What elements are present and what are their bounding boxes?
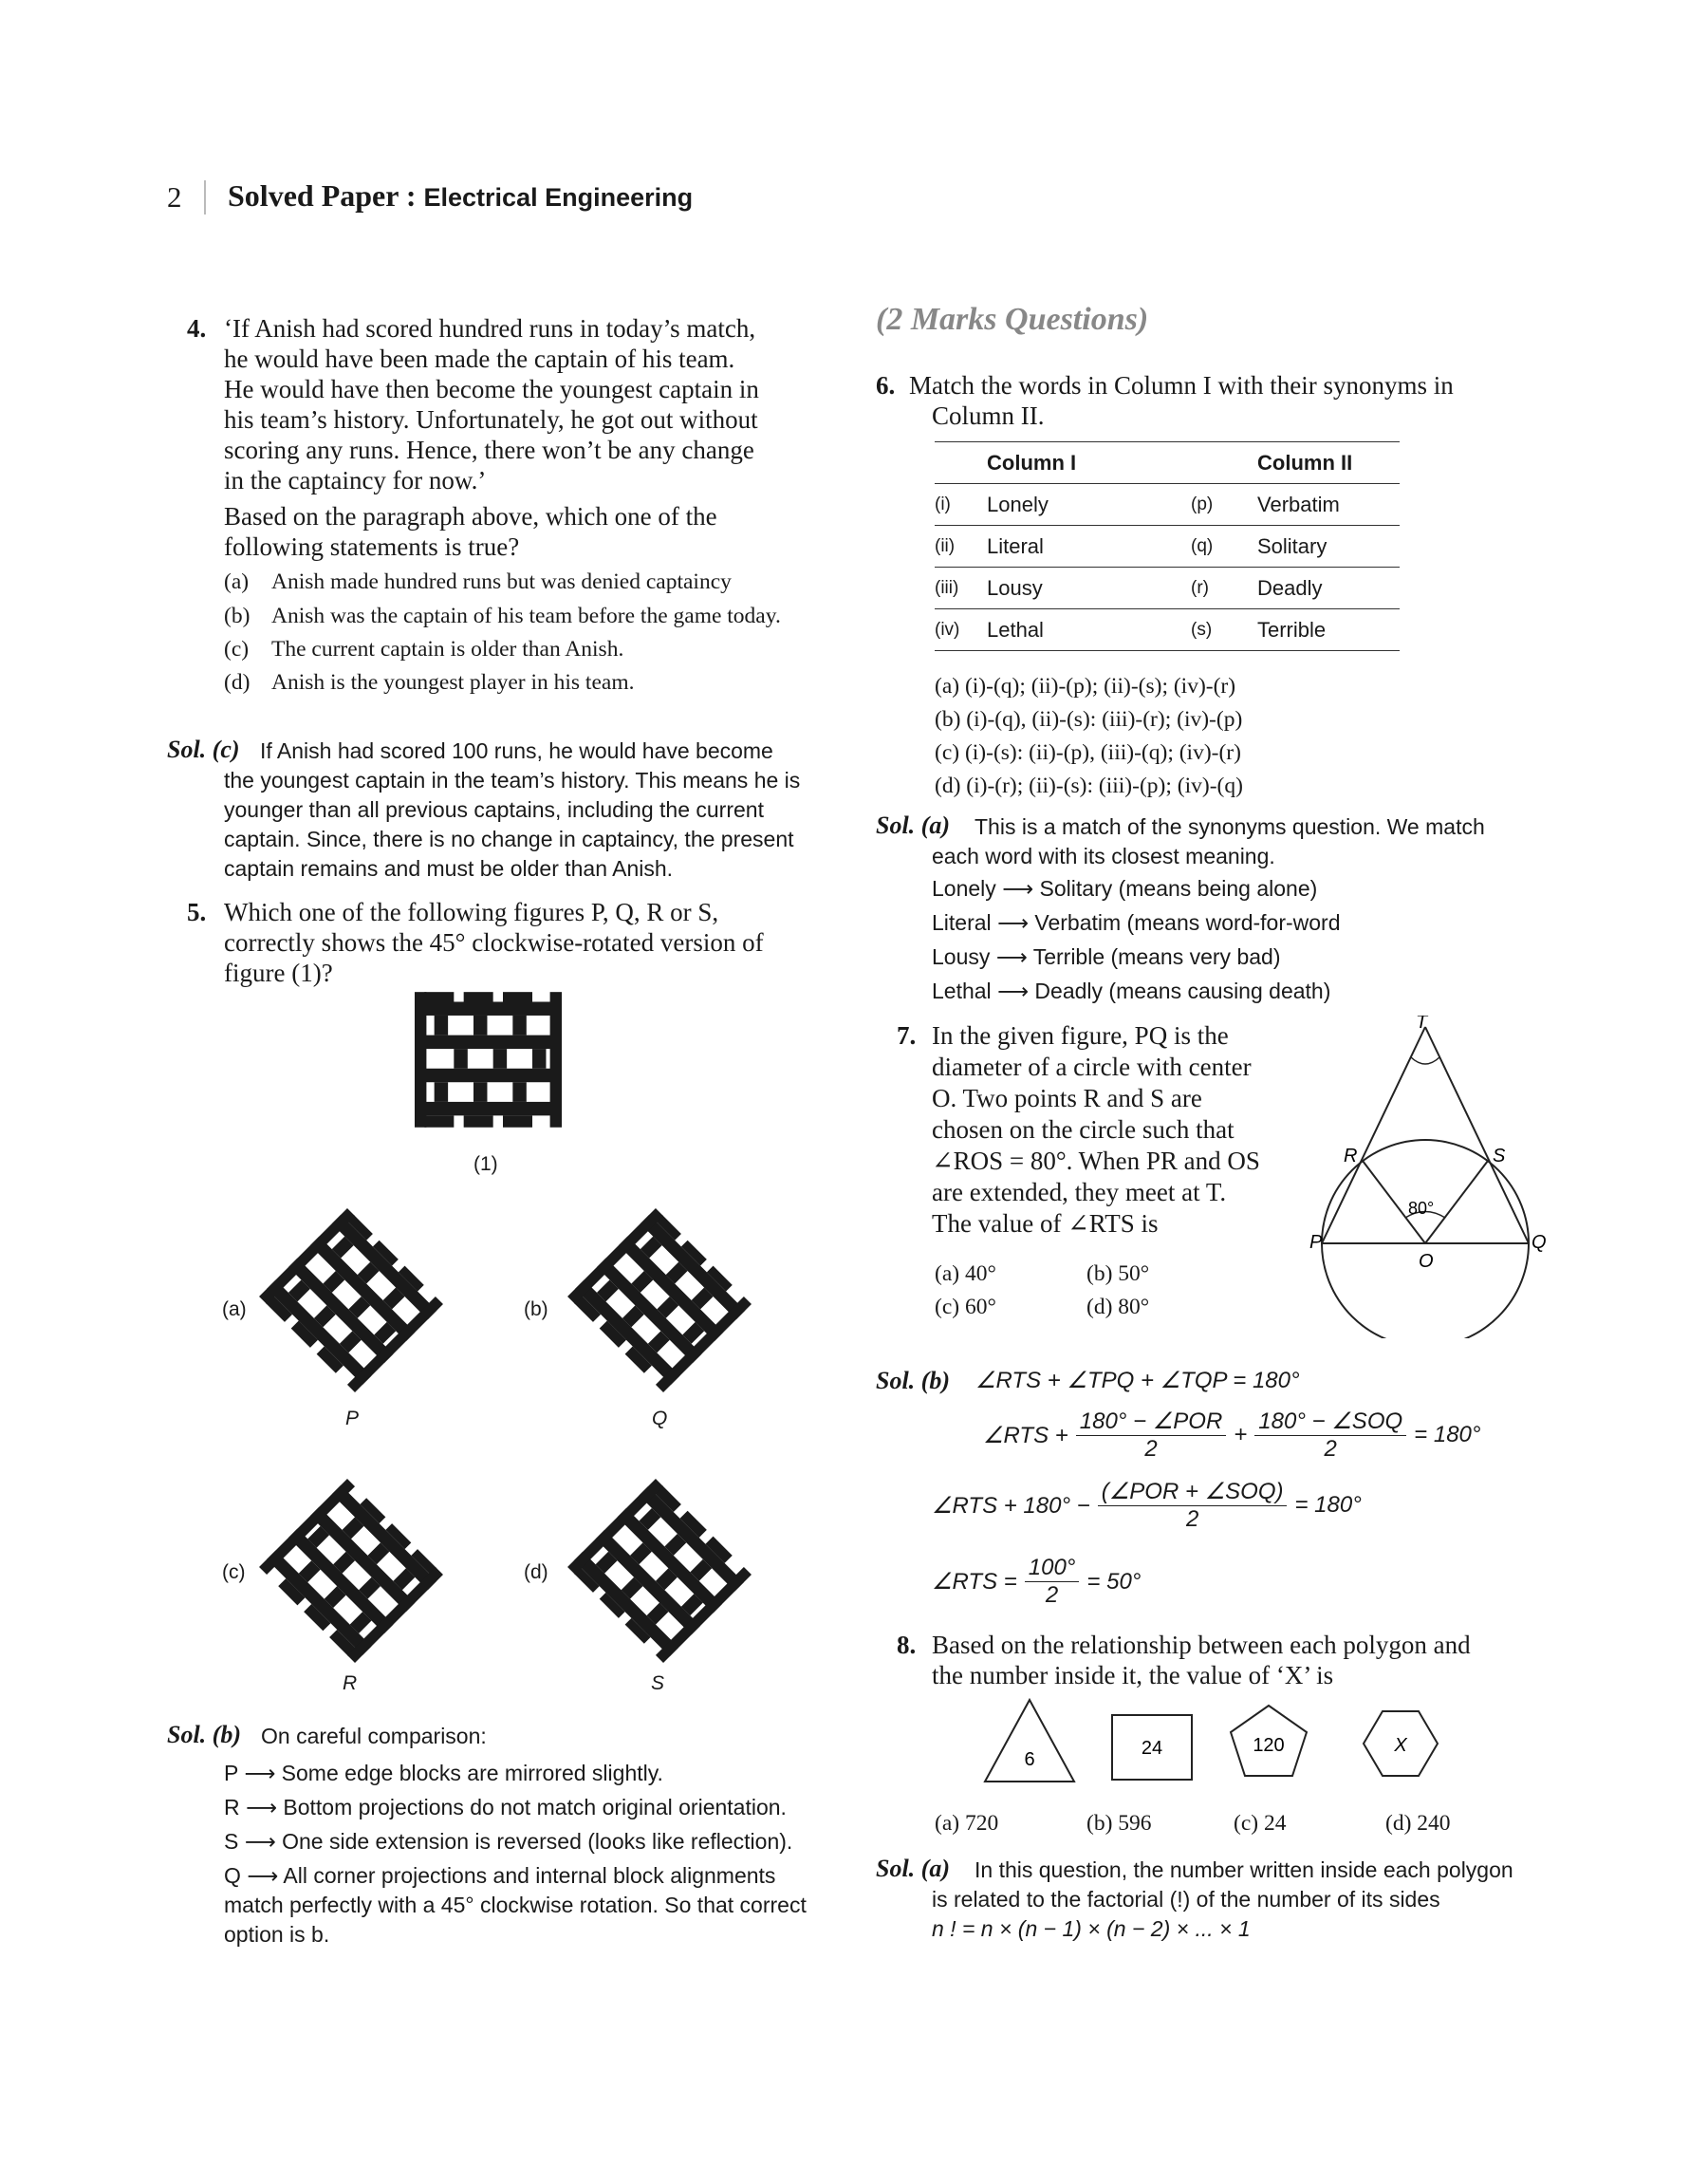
q8-sol-formula: n ! = n × (n − 1) × (n − 2) × ... × 1 — [932, 1916, 1251, 1941]
q8-text — [932, 1630, 1558, 1690]
col1-header: Column I — [987, 442, 1191, 484]
table-row: (iv) Lethal (s) Terrible — [935, 609, 1400, 651]
table-row: (i) Lonely (p) Verbatim — [935, 484, 1400, 526]
header-title-text: Solved Paper : — [228, 178, 417, 213]
q4-sol-line: the youngest captain in the team’s history. This means he is — [224, 768, 801, 793]
q5-number: 5. — [187, 898, 207, 926]
q5-sol-intro: On careful comparison: — [261, 1724, 487, 1748]
line-qt — [1425, 1027, 1529, 1243]
q6-number: 6. — [876, 371, 896, 400]
figure-r-rotated-pattern[interactable] — [256, 1476, 446, 1666]
marks-heading: (2 Marks Questions) — [876, 302, 1149, 337]
q7-text — [932, 1020, 1311, 1240]
label-angle: 80° — [1408, 1199, 1435, 1218]
q7-line: The value of ∠RTS is — [932, 1209, 1159, 1238]
match-table — [935, 442, 1400, 651]
q4-line: scoring any runs. Hence, there won’t be any change — [224, 436, 754, 464]
circle — [1322, 1140, 1529, 1338]
q4-options — [224, 566, 841, 700]
eq2-lhs: ∠RTS + — [983, 1422, 1068, 1448]
label-o: O — [1419, 1251, 1434, 1272]
q5-solution-body — [224, 1756, 850, 1950]
q7-equation-3: ∠RTS + 180° − $\frac{\text{(∠POR + ∠SOQ)}}{2}$ = 180° — [932, 1479, 1362, 1532]
triangle-value: 6 — [1024, 1749, 1035, 1770]
q6-option-a[interactable]: (a) (i)-(q); (ii)-(p); (ii)-(s); (iv)-(r) — [935, 674, 1236, 699]
q7-line: diameter of a circle with center — [932, 1053, 1252, 1081]
figure-q-rotated-pattern[interactable] — [565, 1205, 754, 1395]
q6-option-d[interactable]: (d) (i)-(r); (ii)-(s): (iii)-(p); (iv)-(q) — [935, 774, 1243, 798]
q5-solution-head: Sol. (b) — [167, 1721, 241, 1748]
q6-sol-line: Literal ⟶ Verbatim (means word-for-word — [932, 910, 1341, 935]
q8-solution-head: Sol. (a) — [876, 1855, 950, 1882]
q4-line: He would have then become the youngest captain in — [224, 375, 759, 403]
eq2-frac-1: $\frac{\text{180° − ∠POR}}{2}$ — [1076, 1408, 1227, 1463]
q7-option-b[interactable]: (b) 50° — [1086, 1261, 1150, 1286]
q6-sol-line-0: This is a match of the synonyms question. We match — [975, 814, 1485, 839]
figure-s-rotated-pattern[interactable] — [565, 1476, 754, 1666]
q6-option-b[interactable]: (b) (i)-(q), (ii)-(s): (iii)-(r); (iv)-(p) — [935, 707, 1243, 732]
q6-line: Column II. — [932, 401, 1045, 430]
q7-equation-2: ∠RTS + $\frac{\text{180° − ∠POR}}{2}$ + $\frac{\text{180° − ∠SOQ}}{2}$ = 180° — [983, 1409, 1481, 1462]
q4-option-c[interactable]: (c) The current captain is older than Anish. — [224, 637, 624, 662]
eq2-frac-2: $\frac{\text{180° − ∠SOQ}}{2}$ — [1254, 1408, 1406, 1463]
q6-line: Match the words in Column I with their synonyms in — [909, 371, 1454, 400]
q8-number: 8. — [897, 1631, 917, 1659]
q6-option-c[interactable]: (c) (i)-(s): (ii)-(p), (iii)-(q); (iv)-(r) — [935, 740, 1241, 765]
figure-r-label: R — [343, 1672, 358, 1694]
q4-sol-line: captain. Since, there is no change in captaincy, the present — [224, 827, 794, 851]
square-value: 24 — [1141, 1738, 1163, 1759]
q4-line: he would have been made the captain of his team. — [224, 345, 735, 373]
q6-text — [909, 370, 1535, 431]
q5-sol-line: R ⟶ Bottom projections do not match original orientation. — [224, 1795, 787, 1819]
q5-sol-line: Q ⟶ All corner projections and internal block alignments — [224, 1863, 776, 1888]
option-a-label: (a) — [222, 1298, 247, 1320]
q7-line: chosen on the circle such that — [932, 1115, 1235, 1144]
q7-equation-4: ∠RTS = $\frac{100^\circ}{2}$ = 50° — [932, 1555, 1142, 1608]
option-d-label: (d) — [524, 1561, 548, 1583]
q4-option-b[interactable]: (b) Anish was the captain of his team before the game today. — [224, 604, 781, 628]
figure-s-label: S — [651, 1672, 665, 1694]
figure-1-pattern — [415, 992, 562, 1129]
q4-solution — [224, 737, 850, 884]
q5-text — [224, 897, 831, 988]
q7-line: O. Two points R and S are — [932, 1084, 1202, 1112]
q6-sol-line: each word with its closest meaning. — [932, 844, 1275, 868]
hexagon-value: X — [1394, 1735, 1407, 1756]
q8-options — [935, 1807, 1542, 1840]
q7-option-d[interactable]: (d) 80° — [1086, 1295, 1150, 1319]
label-t: T — [1416, 1016, 1428, 1033]
q8-option-b[interactable]: (b) 596 — [1086, 1811, 1152, 1836]
option-b-label: (b) — [524, 1298, 548, 1320]
q8-option-d[interactable]: (d) 240 — [1385, 1811, 1451, 1836]
q6-sol-line: Lonely ⟶ Solitary (means being alone) — [932, 876, 1318, 901]
q5-sol-line: option is b. — [224, 1922, 330, 1947]
q6-options — [935, 670, 1466, 803]
label-s: S — [1493, 1146, 1506, 1166]
q5-line: Which one of the following figures P, Q, R or S, — [224, 898, 719, 926]
q8-line: Based on the relationship between each polygon and — [932, 1631, 1471, 1659]
q7-line: In the given figure, PQ is the — [932, 1021, 1229, 1050]
figure-q-label: Q — [652, 1408, 668, 1429]
q4-prompt-line: following statements is true? — [224, 532, 520, 561]
q4-sol-line: If Anish had scored 100 runs, he would have become — [260, 738, 773, 763]
label-p: P — [1309, 1232, 1323, 1253]
q6-sol-line: Lousy ⟶ Terrible (means very bad) — [932, 944, 1281, 969]
q7-option-c[interactable]: (c) 60° — [935, 1295, 996, 1319]
q5-line: figure (1)? — [224, 959, 333, 987]
q8-option-a[interactable]: (a) 720 — [935, 1811, 999, 1836]
q7-options — [935, 1258, 1238, 1324]
figure-1-label: (1) — [473, 1153, 498, 1175]
col2-header: Column II — [1257, 442, 1400, 484]
option-c-label: (c) — [222, 1561, 246, 1583]
q8-solution-body — [932, 1885, 1539, 1944]
q4-sol-line: younger than all previous captains, including the current — [224, 797, 764, 822]
q4-option-a[interactable]: (a) Anish made hundred runs but was denied captaincy — [224, 569, 732, 594]
q4-option-d[interactable]: (d) Anish is the youngest player in his team. — [224, 670, 635, 695]
q8-sol-line-0: In this question, the number written inside each polygon — [975, 1857, 1513, 1882]
q7-line: are extended, they meet at T. — [932, 1178, 1227, 1206]
q7-number: 7. — [897, 1021, 917, 1050]
q7-line: ∠ROS = 80°. When PR and OS — [932, 1147, 1260, 1175]
q4-text — [224, 313, 831, 562]
q4-prompt-line: Based on the paragraph above, which one of the — [224, 502, 717, 531]
q4-solution-head: Sol. (c) — [167, 736, 240, 763]
table-row: (ii) Literal (q) Solitary — [935, 526, 1400, 568]
q6-solution-body — [932, 842, 1539, 1008]
eq3-frac: $\frac{\text{(∠POR + ∠SOQ)}}{2}$ — [1098, 1478, 1288, 1533]
figure-p-rotated-pattern[interactable] — [256, 1205, 446, 1395]
pentagon-value: 120 — [1253, 1735, 1285, 1756]
q4-number: 4. — [187, 314, 207, 343]
q4-line: ‘If Anish had scored hundred runs in today’s match, — [224, 314, 756, 343]
q8-option-c[interactable]: (c) 24 — [1234, 1811, 1287, 1836]
label-q: Q — [1532, 1232, 1547, 1253]
eq4-frac: $\frac{100^\circ}{2}$ — [1025, 1555, 1080, 1609]
match-table-wrap — [935, 441, 1400, 651]
q4-line: in the captaincy for now.’ — [224, 466, 487, 494]
q5-sol-line: S ⟶ One side extension is reversed (looks like reflection). — [224, 1829, 793, 1854]
radius-os — [1425, 1161, 1488, 1243]
q4-sol-line: captain remains and must be older than Anish. — [224, 856, 674, 881]
q5-sol-line: match perfectly with a 45° clockwise rotation. So that correct — [224, 1893, 807, 1917]
header-subtitle: Electrical Engineering — [423, 183, 694, 212]
table-row: (iii) Lousy (r) Deadly — [935, 568, 1400, 609]
label-r: R — [1344, 1146, 1358, 1166]
header-divider — [204, 180, 206, 215]
q8-polygons — [977, 1694, 1471, 1799]
q8-sol-line: is related to the factorial (!) of the number of its sides — [932, 1887, 1440, 1912]
q7-sol-line-1: ∠RTS + ∠TPQ + ∠TQP = 180° — [975, 1368, 1300, 1393]
eq2-rhs: = 180° — [1414, 1422, 1481, 1447]
q5-line: correctly shows the 45° clockwise-rotated version of — [224, 928, 764, 957]
page-number: 2 — [167, 180, 182, 214]
q7-circle-figure — [1309, 1016, 1547, 1338]
q6-sol-line: Lethal ⟶ Deadly (means causing death) — [932, 979, 1331, 1003]
q4-line: his team’s history. Unfortunately, he got out without — [224, 405, 758, 434]
q6-solution-head: Sol. (a) — [876, 812, 950, 839]
figure-p-label: P — [345, 1408, 360, 1429]
q8-line: the number inside it, the value of ‘X’ is — [932, 1661, 1334, 1689]
header-title — [228, 178, 693, 214]
match-table-header-row — [935, 442, 1400, 484]
q5-sol-line: P ⟶ Some edge blocks are mirrored slightly. — [224, 1761, 663, 1785]
q7-solution-head: Sol. (b) — [876, 1367, 950, 1394]
q7-option-a[interactable]: (a) 40° — [935, 1261, 996, 1286]
